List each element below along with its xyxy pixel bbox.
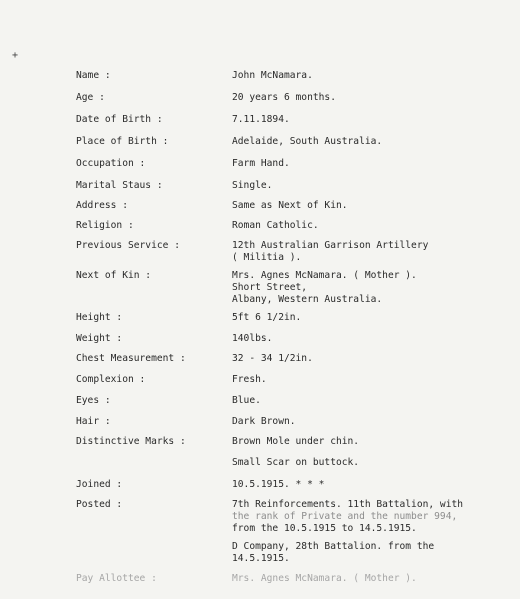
label-occupation: Occupation : [76, 158, 146, 169]
value-age: 20 years 6 months. [232, 92, 336, 103]
next-of-kin-line: Short Street, [232, 282, 308, 293]
label-complexion: Complexion : [76, 374, 146, 385]
value-next-of-kin [232, 270, 417, 306]
value-address: Same as Next of Kin. [232, 200, 348, 211]
posted-line: 7th Reinforcements. 11th Battalion, with [232, 499, 464, 510]
posted-2-line: 14.5.1915. [232, 553, 290, 564]
label-distinctive-marks: Distinctive Marks : [76, 436, 186, 447]
value-posted-2 [232, 541, 434, 565]
value-religion: Roman Catholic. [232, 220, 319, 231]
label-date-of-birth: Date of Birth : [76, 114, 163, 125]
value-complexion: Fresh. [232, 374, 267, 385]
value-distinctive-marks: Brown Mole under chin. [232, 436, 360, 447]
label-joined: Joined : [76, 479, 123, 490]
value-joined: 10.5.1915. * * * [232, 479, 325, 490]
value-occupation: Farm Hand. [232, 158, 290, 169]
next-of-kin-line: Albany, Western Australia. [232, 294, 383, 305]
label-age: Age : [76, 92, 105, 103]
label-pay-allottee: Pay Allottee : [76, 573, 157, 584]
value-place-of-birth: Adelaide, South Australia. [232, 136, 383, 147]
value-distinctive-marks-2: Small Scar on buttock. [232, 457, 360, 468]
value-chest-measurement: 32 - 34 1/2in. [232, 353, 313, 364]
corner-mark: + [12, 50, 19, 61]
value-height: 5ft 6 1/2in. [232, 312, 302, 323]
label-religion: Religion : [76, 220, 134, 231]
previous-service-line: ( Militia ). [232, 252, 302, 263]
label-chest-measurement: Chest Measurement : [76, 353, 186, 364]
value-date-of-birth: 7.11.1894. [232, 114, 290, 125]
label-height: Height : [76, 312, 123, 323]
value-name: John McNamara. [232, 70, 313, 81]
label-name: Name : [76, 70, 111, 81]
posted-2-line: D Company, 28th Battalion. from the [232, 541, 435, 552]
next-of-kin-line: Mrs. Agnes McNamara. ( Mother ). [232, 270, 417, 281]
value-eyes: Blue. [232, 395, 261, 406]
posted-line: from the 10.5.1915 to 14.5.1915. [232, 523, 417, 534]
label-previous-service: Previous Service : [76, 240, 180, 251]
value-posted [232, 499, 463, 535]
value-hair: Dark Brown. [232, 416, 296, 427]
label-eyes: Eyes : [76, 395, 111, 406]
label-place-of-birth: Place of Birth : [76, 136, 169, 147]
label-address: Address : [76, 200, 128, 211]
label-next-of-kin: Next of Kin : [76, 270, 152, 281]
label-weight: Weight : [76, 333, 123, 344]
value-pay-allottee: Mrs. Agnes McNamara. ( Mother ). [232, 573, 417, 584]
label-posted: Posted : [76, 499, 123, 510]
posted-line: the rank of Private and the number 994, [232, 511, 458, 522]
value-marital-status: Single. [232, 180, 273, 191]
label-marital-status: Marital Staus : [76, 180, 163, 191]
previous-service-line: 12th Australian Garrison Artillery [232, 240, 429, 251]
label-hair: Hair : [76, 416, 111, 427]
value-previous-service [232, 240, 428, 264]
value-weight: 140lbs. [232, 333, 273, 344]
